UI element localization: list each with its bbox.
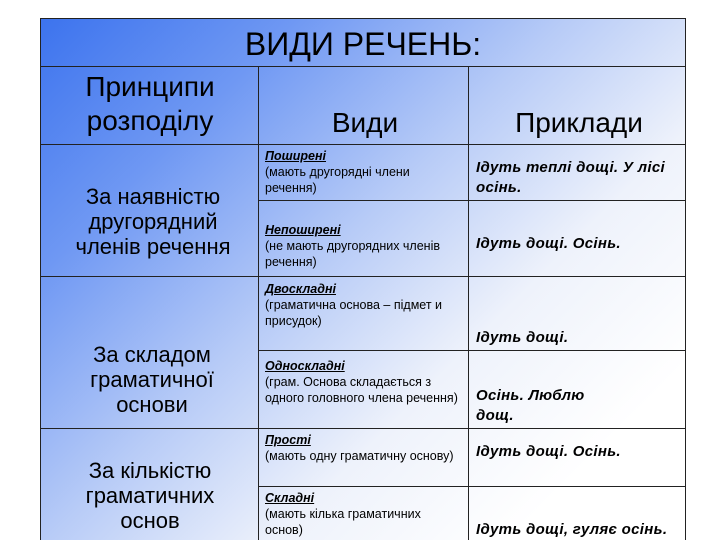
type-cell: [265, 490, 461, 538]
header-principles: Принципи розподілу: [85, 71, 215, 136]
category-secondary-members: За наявністю другорядний членів речення: [75, 184, 231, 259]
column-divider-1: [258, 66, 259, 540]
type-name: Непоширені: [265, 223, 341, 237]
type-cell: [265, 358, 461, 406]
example-text: Осінь. Люблю дощ.: [476, 387, 585, 424]
sub-divider-3a: [258, 486, 686, 487]
category-grammar-basis: За складом граматичної основи: [90, 342, 214, 417]
category-grammar-basis-count: За кількістю граматичних основ: [85, 458, 215, 533]
sub-divider-2a: [258, 350, 686, 351]
type-name: Поширені: [265, 149, 326, 163]
type-name: Прості: [265, 433, 311, 447]
example-text: Ідуть теплі дощі. У лісі осінь.: [476, 159, 666, 196]
type-cell: [265, 432, 461, 464]
table-border-top: [40, 18, 686, 19]
example-text: Ідуть дощі. Осінь.: [476, 443, 621, 460]
title-divider: [40, 66, 686, 67]
page-title: ВИДИ РЕЧЕНЬ:: [244, 26, 482, 62]
column-divider-2: [468, 66, 469, 540]
type-description: (мають одну граматичну основу): [265, 449, 454, 463]
type-name: Односкладні: [265, 359, 345, 373]
type-description: (мають кілька граматичних основ): [265, 507, 421, 537]
type-description: (грам. Основа складається з одного головного члена речення): [265, 375, 458, 405]
example-text: Ідуть дощі, гуляє осінь.: [476, 521, 668, 538]
header-types: Види: [331, 107, 399, 138]
type-description: (не мають другорядних членів речення): [265, 239, 440, 269]
example-text: Ідуть дощі. Осінь.: [476, 235, 621, 252]
table-border-right: [685, 18, 686, 540]
type-name: Двоскладні: [265, 282, 336, 296]
example-text: Ідуть дощі.: [476, 329, 569, 346]
type-description: (граматична основа – підмет и присудок): [265, 298, 443, 328]
type-name: Складні: [265, 491, 315, 505]
row-divider-2: [40, 428, 686, 429]
type-cell: [265, 222, 461, 270]
table-border-left: [40, 18, 41, 540]
header-examples: Приклади: [515, 107, 643, 138]
sub-divider-1a: [258, 200, 686, 201]
row-divider-1: [40, 276, 686, 277]
header-divider: [40, 144, 686, 145]
type-cell: [265, 148, 461, 196]
type-cell: [265, 281, 461, 329]
type-description: (мають другорядні члени речення): [265, 165, 410, 195]
